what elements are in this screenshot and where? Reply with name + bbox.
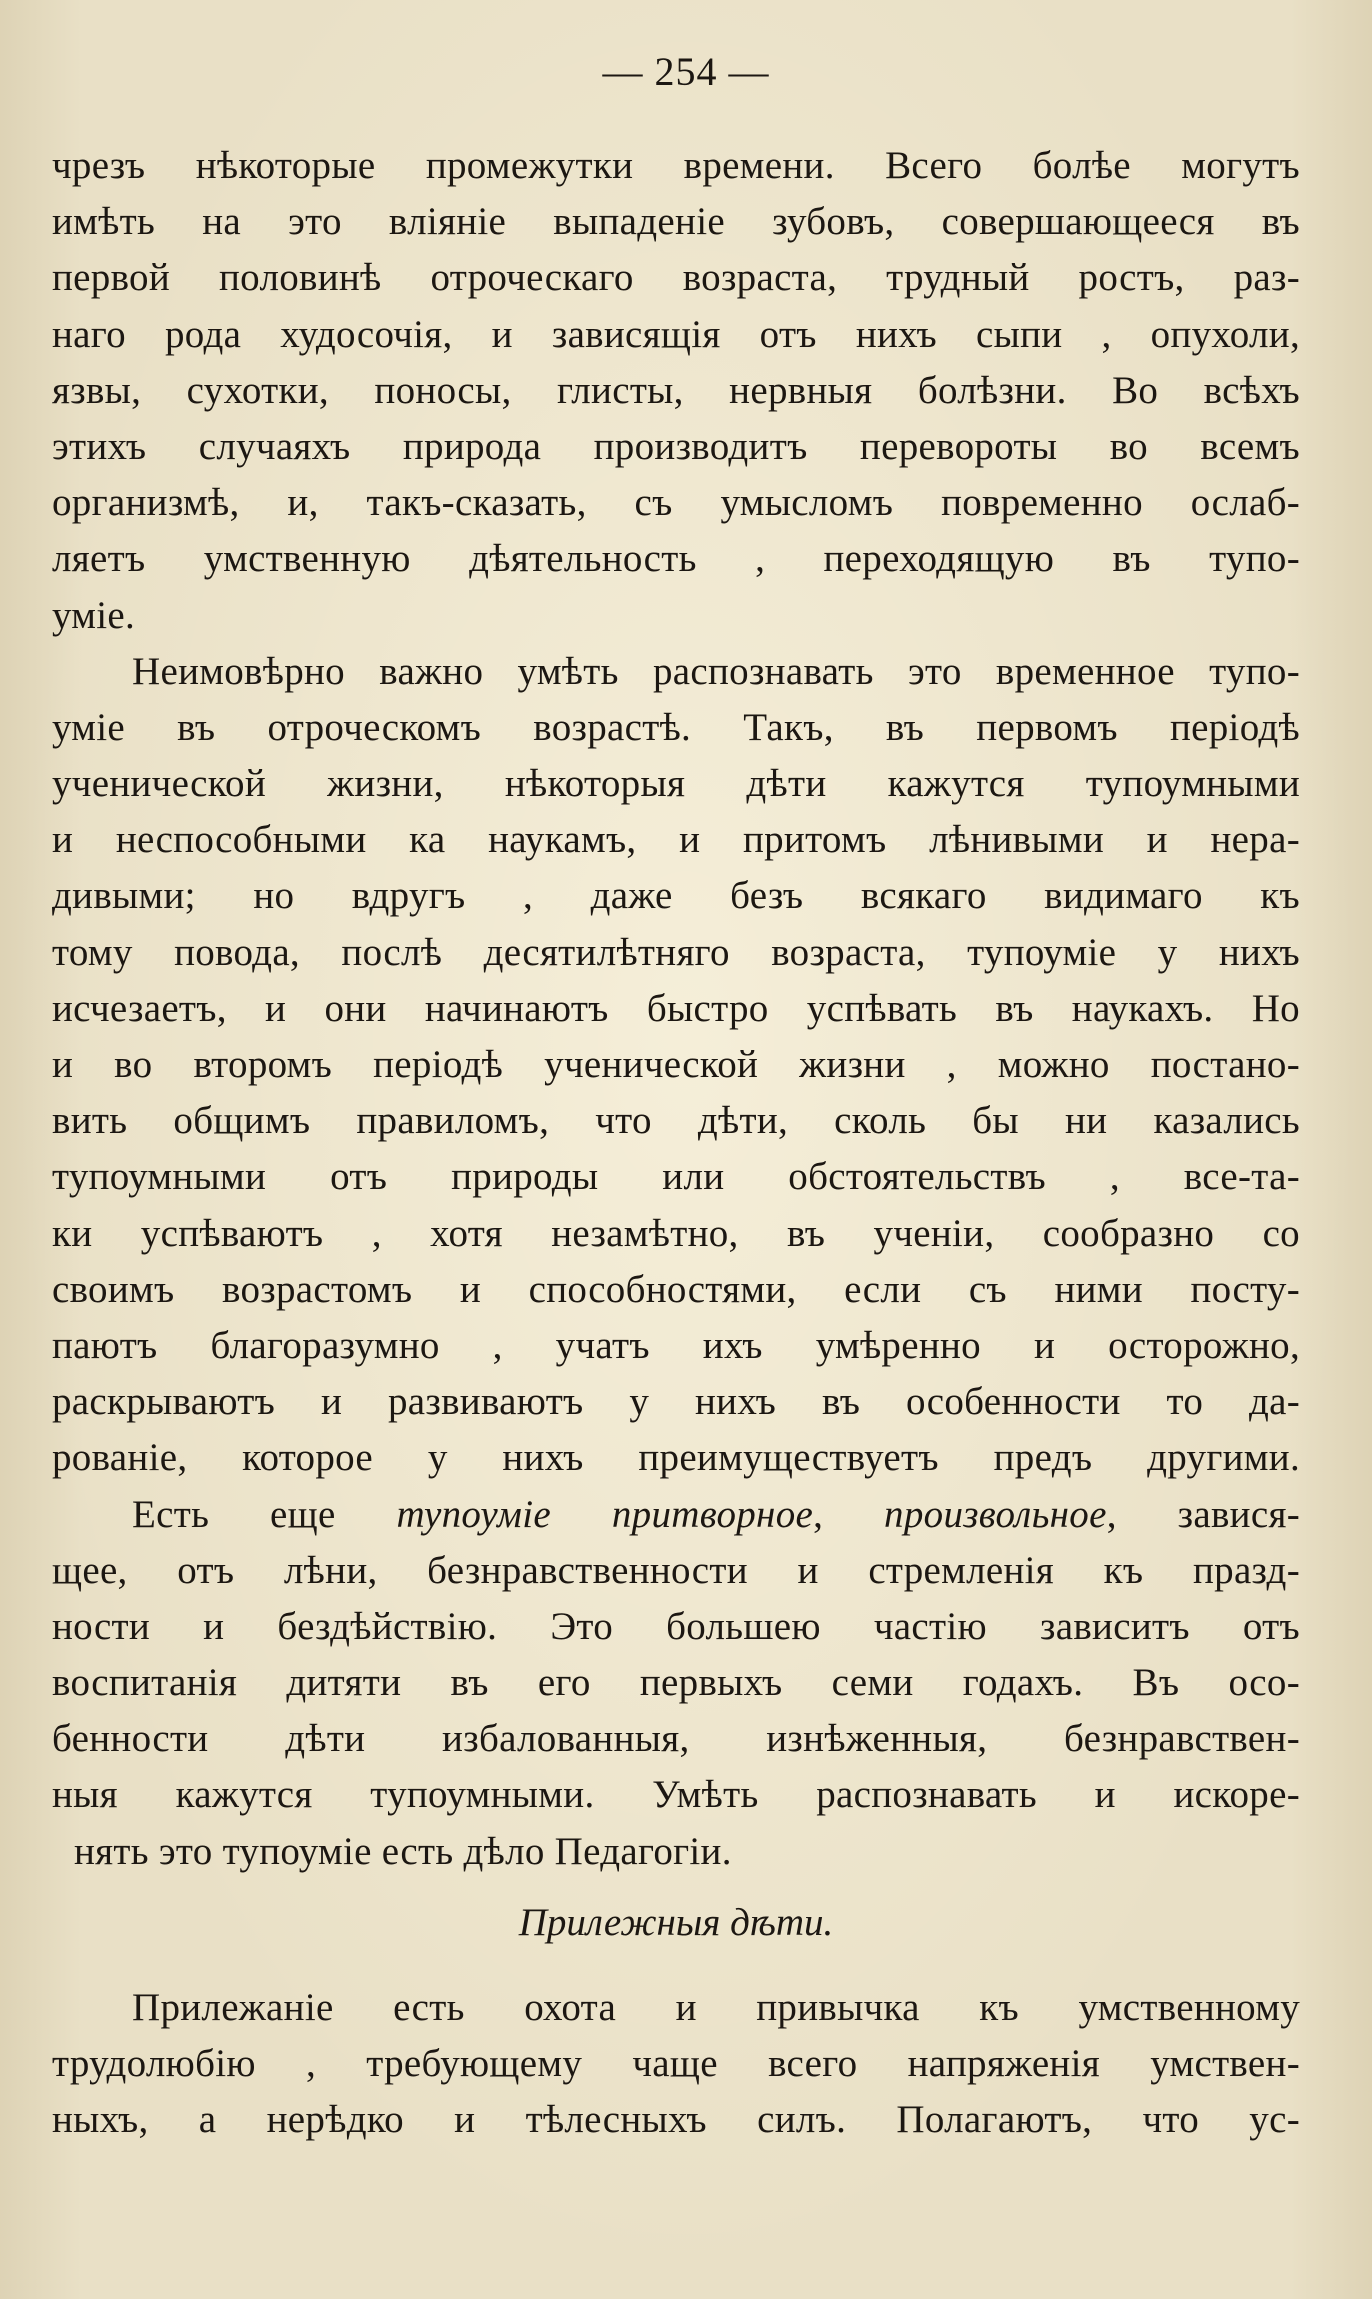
text-line: организмѣ, и, такъ-сказать, съ умысломъ повременно ослаб- xyxy=(52,481,1300,525)
text-line: тупоумными отъ природы или обстоятельствъ , все-та- xyxy=(52,1155,1300,1199)
text-run: Есть еще xyxy=(132,1492,397,1536)
text-line: воспитанія дитяти въ его первыхъ семи годахъ. Въ осо- xyxy=(52,1661,1300,1705)
text-line: Неимовѣрно важно умѣть распознавать это временное тупо- xyxy=(132,649,1300,693)
text-line: наго рода худосочія, и зависящія отъ нихъ сыпи , опухоли, xyxy=(52,312,1300,356)
text-line: и во второмъ періодѣ ученической жизни , можно постано- xyxy=(52,1043,1300,1086)
text-line: ныхъ, а нерѣдко и тѣлесныхъ силъ. Полагаютъ, что ус- xyxy=(52,2098,1300,2142)
text-line: Прилежаніе есть охота и привычка къ умственному xyxy=(132,1985,1300,2029)
text-line: и неспособными ка наукамъ, и притомъ лѣнивыми и нера- xyxy=(52,818,1300,862)
paragraph-4 xyxy=(52,1980,1300,2149)
text-line: уміе въ отроческомъ возрастѣ. Такъ, въ первомъ періодѣ xyxy=(52,705,1300,749)
paragraph-1 xyxy=(52,138,1300,644)
text-line: нять это тупоуміе есть дѣло Педагогіи. xyxy=(74,1829,732,1873)
paragraph-2 xyxy=(52,644,1300,1487)
text-line: чрезъ нѣкоторые промежутки времени. Всего болѣе могутъ xyxy=(52,144,1300,187)
text-line: язвы, сухотки, поносы, глисты, нервныя болѣзни. Во всѣхъ xyxy=(52,368,1300,412)
text-line: первой половинѣ отроческаго возраста, трудный ростъ, раз- xyxy=(52,256,1300,300)
text-line: этихъ случаяхъ природа производитъ перевороты во всемъ xyxy=(52,424,1300,468)
text-line: своимъ возрастомъ и способностями, если съ ними посту- xyxy=(52,1267,1300,1311)
italic-term: тупоуміе притворное xyxy=(396,1492,814,1536)
text-line: раскрываютъ и развиваютъ у нихъ въ особенности то да- xyxy=(52,1380,1300,1424)
text-line: трудолюбію , требующему чаще всего напряженія умствен- xyxy=(52,2042,1300,2085)
text-line: ности и бездѣйствію. Это большею частію зависитъ отъ xyxy=(52,1604,1300,1648)
page-number: — 254 — xyxy=(602,49,770,94)
text-run: , xyxy=(813,1492,885,1536)
text-line: щее, отъ лѣни, безнравственности и стремленія къ празд- xyxy=(52,1548,1300,1592)
text-line: ныя кажутся тупоумными. Умѣть распознавать и искоре- xyxy=(52,1773,1300,1817)
text-line: тому повода, послѣ десятилѣтняго возраста, тупоуміе у нихъ xyxy=(52,930,1300,974)
text-line: исчезаетъ, и они начинаютъ быстро успѣвать въ наукахъ. Но xyxy=(52,986,1300,1030)
text-line: рованіе, которое у нихъ преимуществуетъ предъ другими. xyxy=(52,1436,1300,1480)
text-line: паютъ благоразумно , учатъ ихъ умѣренно и осторожно, xyxy=(52,1323,1300,1367)
text-line: вить общимъ правиломъ, что дѣти, сколь бы ни казались xyxy=(52,1099,1300,1143)
text-run: , завися- xyxy=(1106,1492,1300,1536)
text-line: ученической жизни, нѣкоторыя дѣти кажутся тупоумными xyxy=(52,762,1300,806)
text-line: дивыми; но вдругъ , даже безъ всякаго видимаго къ xyxy=(52,874,1300,918)
text-line: имѣть на это вліяніе выпаденіе зубовъ, совершающееся въ xyxy=(52,200,1300,244)
italic-term: произвольное xyxy=(884,1492,1107,1536)
body-text xyxy=(52,138,1300,2148)
text-line: ки успѣваютъ , хотя незамѣтно, въ ученіи, сообразно со xyxy=(52,1211,1300,1255)
text-line: бенности дѣти избалованныя, изнѣженныя, безнравствен- xyxy=(52,1717,1300,1761)
text-line: уміе. xyxy=(52,593,136,637)
section-heading: Прилежныя дѣти. xyxy=(518,1900,834,1944)
text-line-mixed xyxy=(52,1487,1300,1543)
paragraph-3 xyxy=(52,1487,1300,1880)
text-line: ляетъ умственную дѣятельность , переходящую въ тупо- xyxy=(52,537,1300,581)
